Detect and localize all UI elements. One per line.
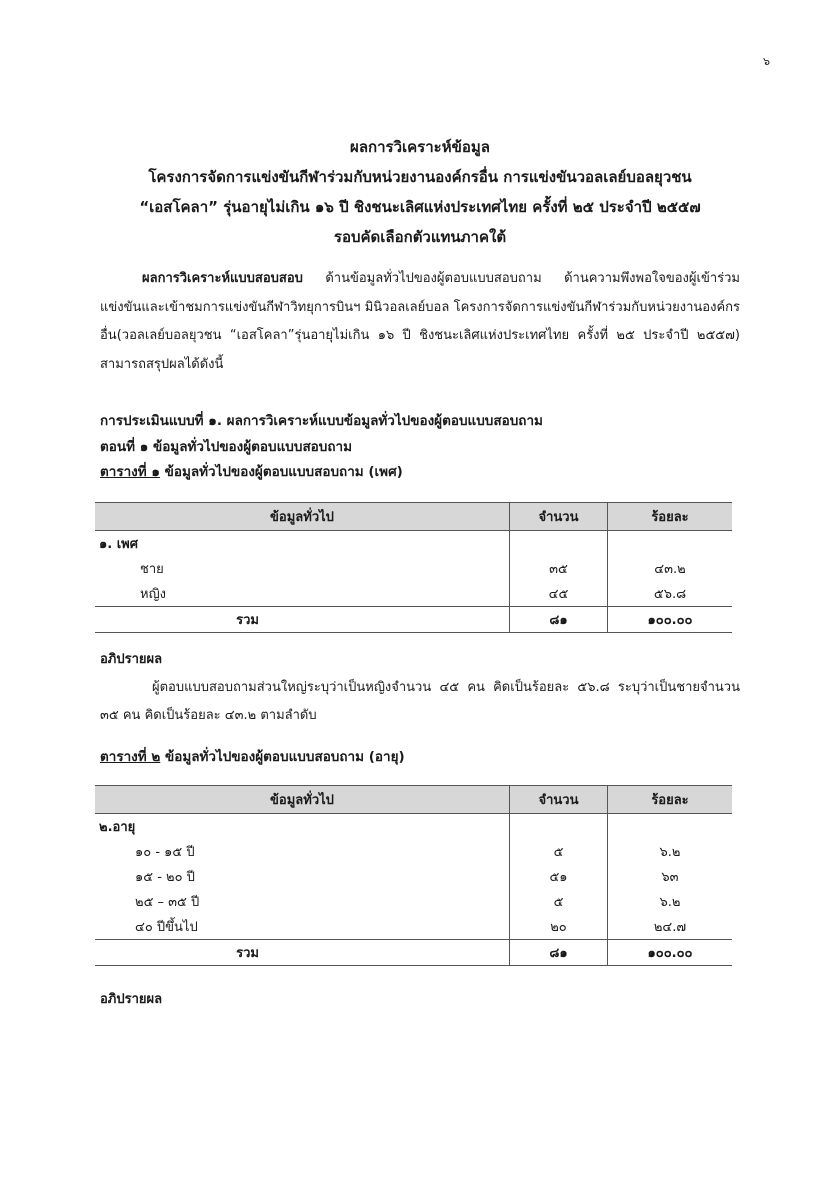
row-percent: ๕๖.๘	[608, 581, 733, 607]
header-percent: ร้อยละ	[608, 786, 733, 814]
table-row	[95, 839, 732, 864]
header-general-info: ข้อมูลทั่วไป	[95, 786, 510, 814]
total-percent: ๑๐๐.๐๐	[608, 940, 733, 966]
row-label: ๒๕ – ๓๕ ปี	[135, 895, 200, 910]
row-label: ชาย	[140, 562, 164, 577]
table2-caption-label: ตารางที่ ๒	[100, 749, 161, 765]
title-line-1: ผลการวิเคราะห์ข้อมูล	[350, 138, 490, 156]
row-percent: ๖.๒	[608, 839, 733, 864]
discussion-1-heading: อภิปรายผล	[100, 652, 163, 667]
table-group-row	[95, 531, 732, 557]
row-percent: ๔๓.๒	[608, 556, 733, 581]
row-label: ๑๐ - ๑๕ ปี	[135, 845, 195, 860]
row-label: หญิง	[140, 587, 166, 602]
table-row	[95, 914, 732, 940]
header-percent: ร้อยละ	[608, 503, 733, 531]
table1-caption	[100, 461, 403, 484]
table-total-row	[95, 940, 732, 966]
discussion-2	[100, 986, 740, 1014]
header-count: จำนวน	[510, 503, 608, 531]
row-percent: ๒๔.๗	[608, 914, 733, 940]
document-title	[0, 132, 840, 252]
header-general-info: ข้อมูลทั่วไป	[95, 503, 510, 531]
table-total-row	[95, 607, 732, 633]
row-count: ๓๕	[510, 556, 608, 581]
total-label: รวม	[95, 607, 510, 633]
title-line-3: “เอสโคลา” รุ่นอายุไม่เกิน ๑๖ ปี ชิงชนะเลิศแห่งประเทศไทย ครั้งที่ ๒๕ ประจำปี ๒๕๕๗	[139, 198, 701, 216]
age-table	[95, 785, 732, 966]
table-row	[95, 581, 732, 607]
intro-lead: ผลการวิเคราะห์แบบสอบสอบ	[142, 271, 303, 286]
row-count: ๕	[510, 839, 608, 864]
intro-text: ด้านข้อมูลทั่วไปของผู้ตอบแบบสอบถาม ด้านความพึงพอใจของผู้เข้าร่วมแข่งขันและเข้าชมการแข่งขันกีฬาวิทยุการบินฯ มินิวอลเลย์บอล โครงการจัดการแข่งขันกีฬาร่วมกับหน่วยงานองค์กรอื่น(วอลเลย์บอลยุวชน “เอสโคลา”รุ่นอายุไม่เกิน ๑๖ ปี ชิงชนะเลิศแห่งประเทศไทย ครั้งที่ ๒๕ ประจำปี ๒๕๕๗) สามารถสรุปผลได้ดังนี้	[100, 271, 740, 372]
assessment-heading: การประเมินแบบที่ ๑. ผลการวิเคราะห์แบบข้อมูลทั่วไปของผู้ตอบแบบสอบถาม	[100, 413, 543, 429]
gender-table	[95, 502, 732, 633]
table-group-row	[95, 814, 732, 840]
title-line-2: โครงการจัดการแข่งขันกีฬาร่วมกับหน่วยงานองค์กรอื่น การแข่งขันวอลเลย์บอลยุวชน	[148, 168, 692, 186]
title-line-4: รอบคัดเลือกตัวแทนภาคใต้	[333, 228, 507, 246]
table-row	[95, 556, 732, 581]
total-percent: ๑๐๐.๐๐	[608, 607, 733, 633]
row-label: ๑๕ - ๒๐ ปี	[135, 870, 195, 885]
row-label: ๔๐ ปีขึ้นไป	[135, 920, 198, 935]
group-label: ๒.อายุ	[99, 820, 136, 835]
row-count: ๒๐	[510, 914, 608, 940]
intro-paragraph	[100, 265, 740, 379]
table1-caption-text: ข้อมูลทั่วไปของผู้ตอบแบบสอบถาม (เพศ)	[159, 464, 403, 480]
part-heading: ตอนที่ ๑ ข้อมูลทั่วไปของผู้ตอบแบบสอบถาม	[100, 439, 353, 455]
table-header-row	[95, 503, 732, 531]
table-header-row	[95, 786, 732, 814]
header-count: จำนวน	[510, 786, 608, 814]
table2-caption	[100, 746, 405, 769]
table-row	[95, 864, 732, 889]
discussion-2-heading: อภิปรายผล	[100, 992, 163, 1007]
row-percent: ๖๓	[608, 864, 733, 889]
table2-caption-text: ข้อมูลทั่วไปของผู้ตอบแบบสอบถาม (อายุ)	[160, 749, 405, 765]
row-percent: ๖.๒	[608, 889, 733, 914]
row-count: ๕๑	[510, 864, 608, 889]
page-number: ๖	[763, 55, 770, 68]
total-label: รวม	[95, 940, 510, 966]
table-row	[95, 889, 732, 914]
total-count: ๘๑	[510, 607, 608, 633]
group-label: ๑. เพศ	[99, 537, 138, 552]
row-count: ๕	[510, 889, 608, 914]
row-count: ๔๕	[510, 581, 608, 607]
table1-caption-label: ตารางที่ ๑	[100, 464, 160, 480]
discussion-1-text: ผู้ตอบแบบสอบถามส่วนใหญ่ระบุว่าเป็นหญิงจำนวน ๔๕ คน คิดเป็นร้อยละ ๕๖.๘ ระบุว่าเป็นชายจำนวน ๓๕ คน คิดเป็นร้อยละ ๔๓.๒ ตามลำดับ	[100, 680, 740, 723]
total-count: ๘๑	[510, 940, 608, 966]
discussion-1	[100, 646, 740, 730]
